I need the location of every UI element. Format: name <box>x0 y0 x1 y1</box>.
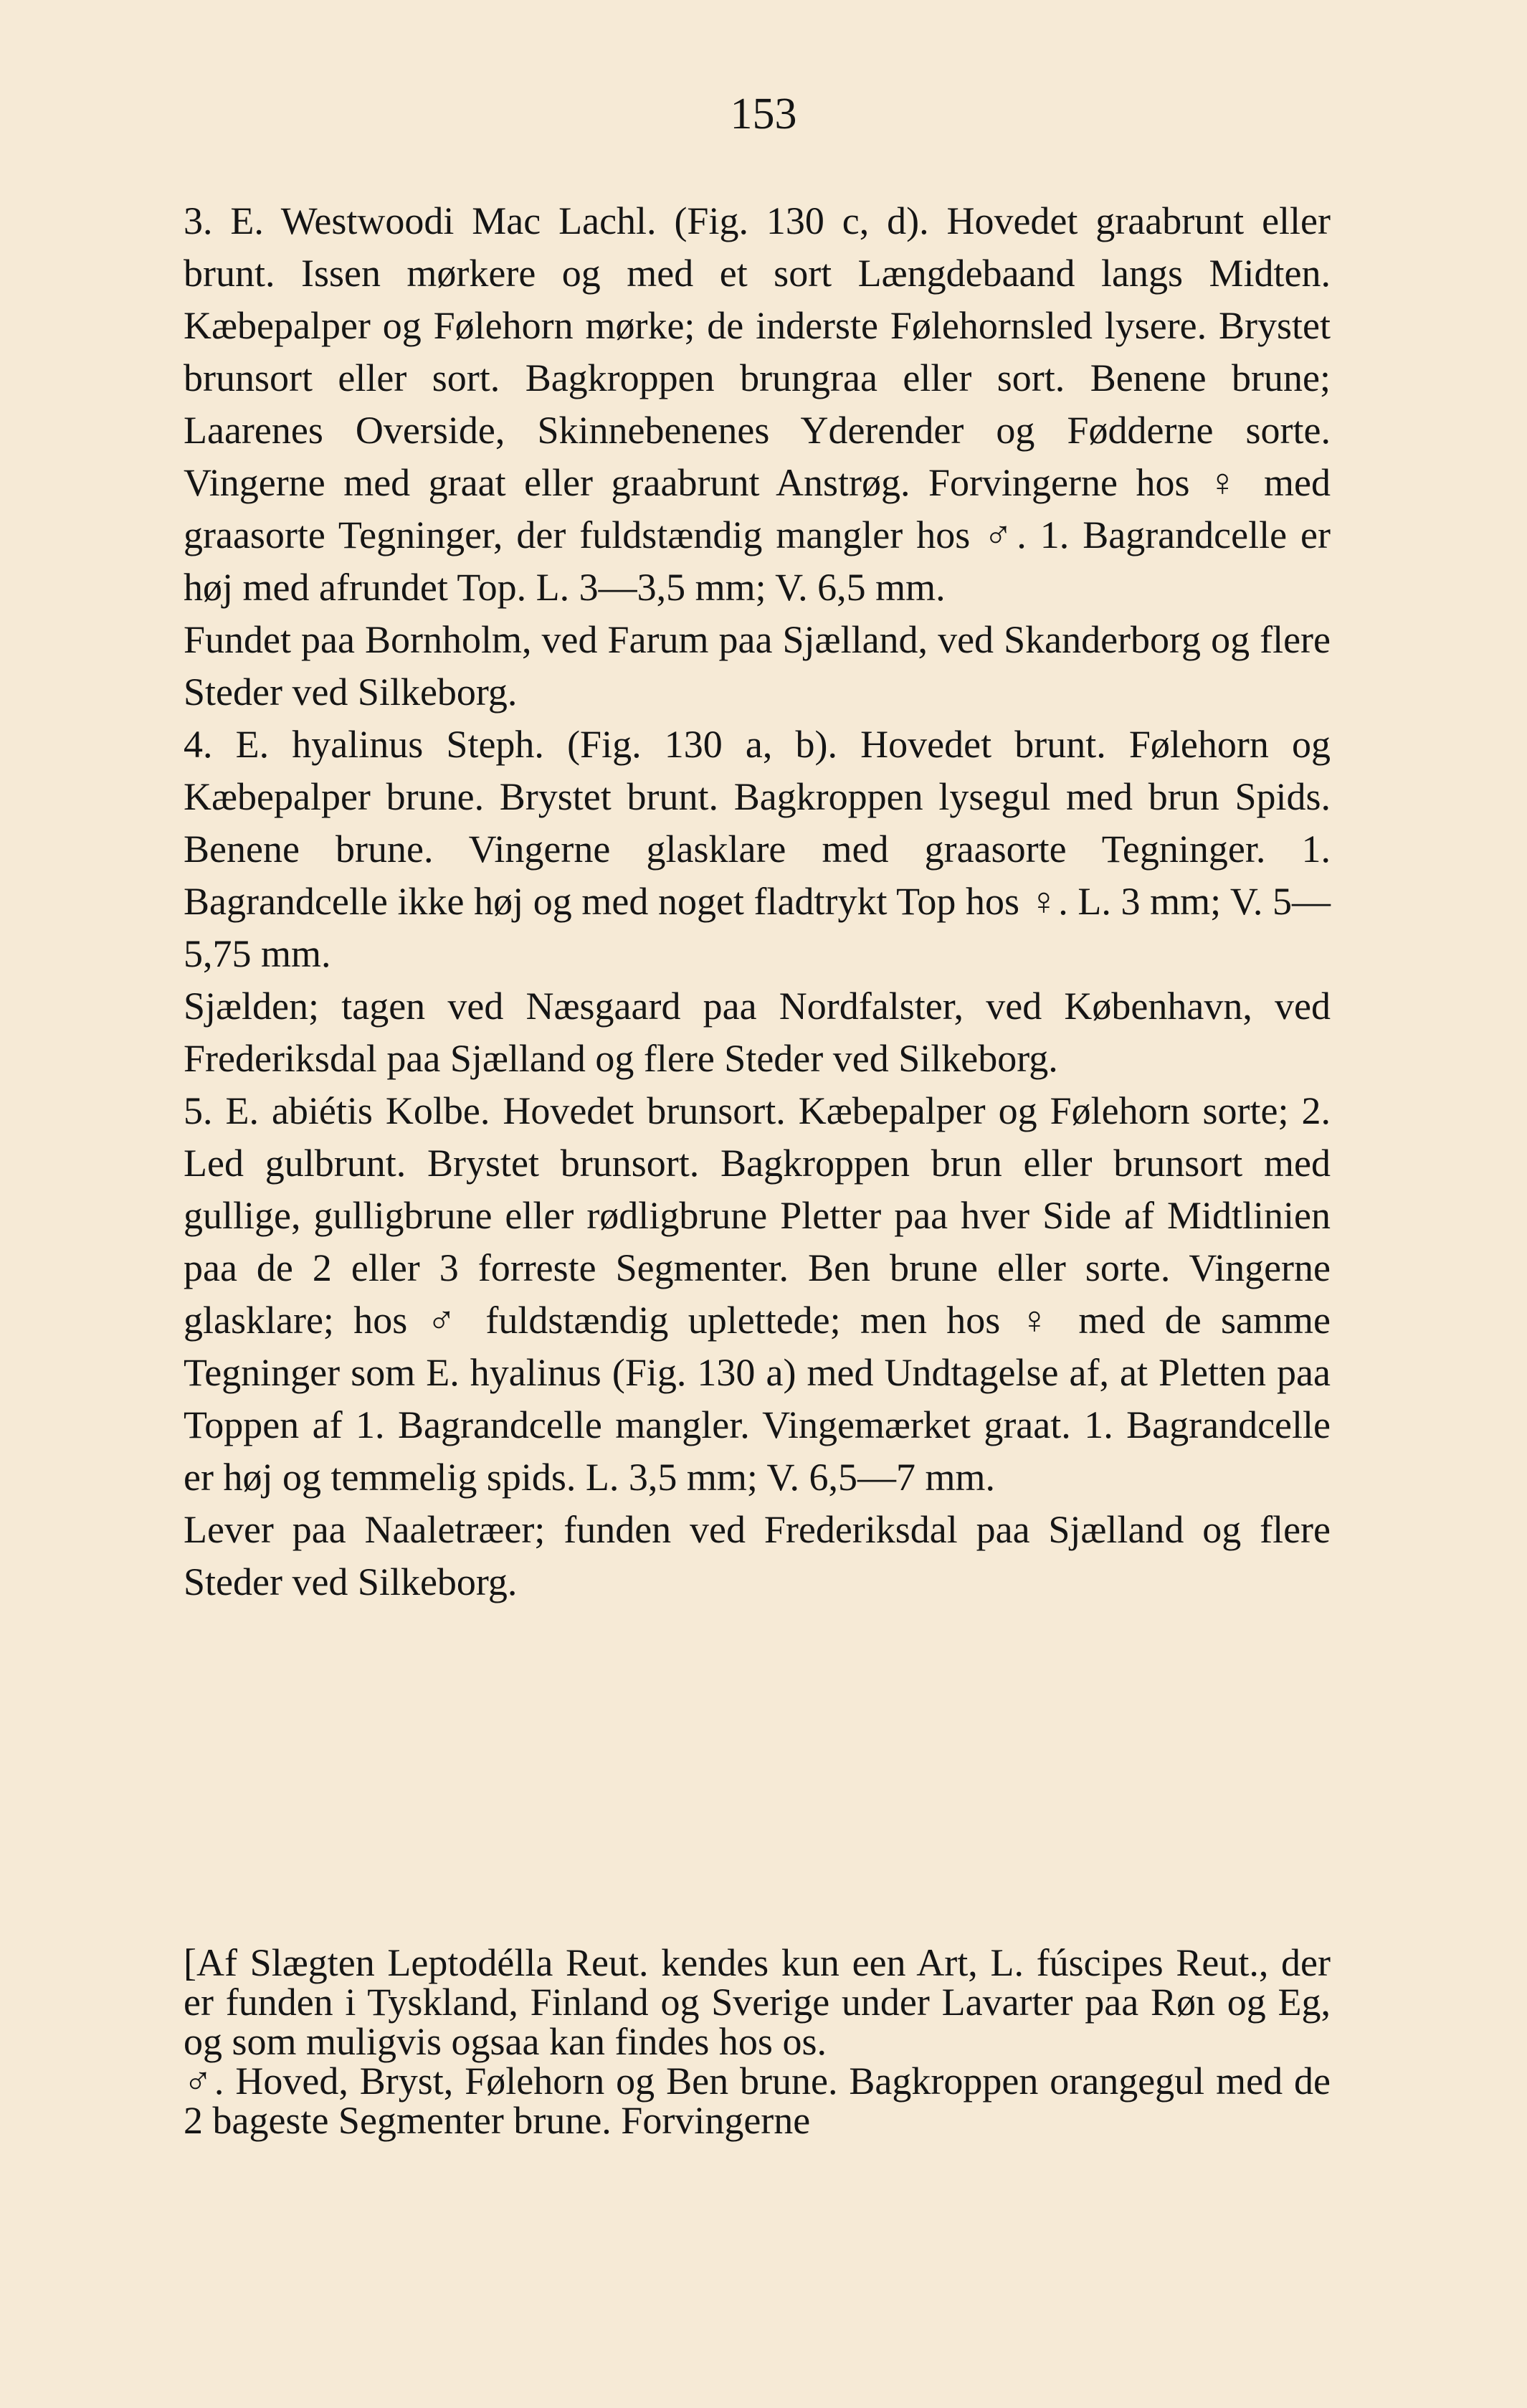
paragraph-genus-note: [Af Slægten Leptodélla Reut. kendes kun een Art, L. fúscipes Reut., der er funden i Tyskland, Finland og Sverige under Lavarter paa Røn og Eg, og som muligvis ogsaa kan findes hos os. <box>184 1941 1331 2063</box>
paragraph-male-description: ♂. Hoved, Bryst, Følehorn og Ben brune. Bagkroppen orangegul med de 2 bageste Segmenter brune. Forvingerne <box>184 2059 1331 2142</box>
paragraph-species-3: 3. E. Westwoodi Mac Lachl. (Fig. 130 c, d). Hovedet graabrunt eller brunt. Issen mørkere og med et sort Længdebaand langs Midten. Kæbepalper og Følehorn mørke; de inderste Følehornsled lysere. Brystet brunsort eller sort. Bagkroppen brungraa eller sort. Benene brune; Laarenes Overside, Skinnebenenes Yderender og Fødderne sorte. Vingerne med graat eller graabrunt Anstrøg. Forvingerne hos ♀ med graasorte Tegninger, der fuldstændig mangler hos ♂. 1. Bagrandcelle er høj med afrundet Top. L. 3—3,5 mm; V. 6,5 mm. <box>184 199 1331 609</box>
paragraph-locality-4: Sjælden; tagen ved Næsgaard paa Nordfalster, ved København, ved Frederiksdal paa Sjælland og flere Steder ved Silkeborg. <box>184 985 1331 1080</box>
main-text-block <box>184 195 1331 1608</box>
paragraph-species-5: 5. E. abiétis Kolbe. Hovedet brunsort. Kæbepalper og Følehorn sorte; 2. Led gulbrunt. Brystet brunsort. Bagkroppen brun eller brunsort med gullige, gulligbrune eller rødligbrune Pletter paa hver Side af Midtlinien paa de 2 eller 3 forreste Segmenter. Ben brune eller sorte. Vingerne glasklare; hos ♂ fuldstændig uplettede; men hos ♀ med de samme Tegninger som E. hyalinus (Fig. 130 a) med Undtagelse af, at Pletten paa Toppen af 1. Bagrandcelle mangler. Vingemærket graat. 1. Bagrandcelle er høj og temmelig spids. L. 3,5 mm; V. 6,5—7 mm. <box>184 1089 1331 1499</box>
paragraph-species-4: 4. E. hyalinus Steph. (Fig. 130 a, b). Hovedet brunt. Følehorn og Kæbepalper brune. Brystet brunt. Bagkroppen lysegul med brun Spids. Benene brune. Vingerne glasklare med graasorte Tegninger. 1. Bagrandcelle ikke høj og med noget fladtrykt Top hos ♀. L. 3 mm; V. 5—5,75 mm. <box>184 723 1331 975</box>
paragraph-locality-5: Lever paa Naaletræer; funden ved Frederiksdal paa Sjælland og flere Steder ved Silkeborg. <box>184 1508 1331 1603</box>
paragraph-locality-3: Fundet paa Bornholm, ved Farum paa Sjælland, ved Skanderborg og flere Steder ved Silkeborg. <box>184 618 1331 714</box>
page-number: 153 <box>730 90 797 138</box>
bracketed-note-block <box>184 1943 1331 2141</box>
